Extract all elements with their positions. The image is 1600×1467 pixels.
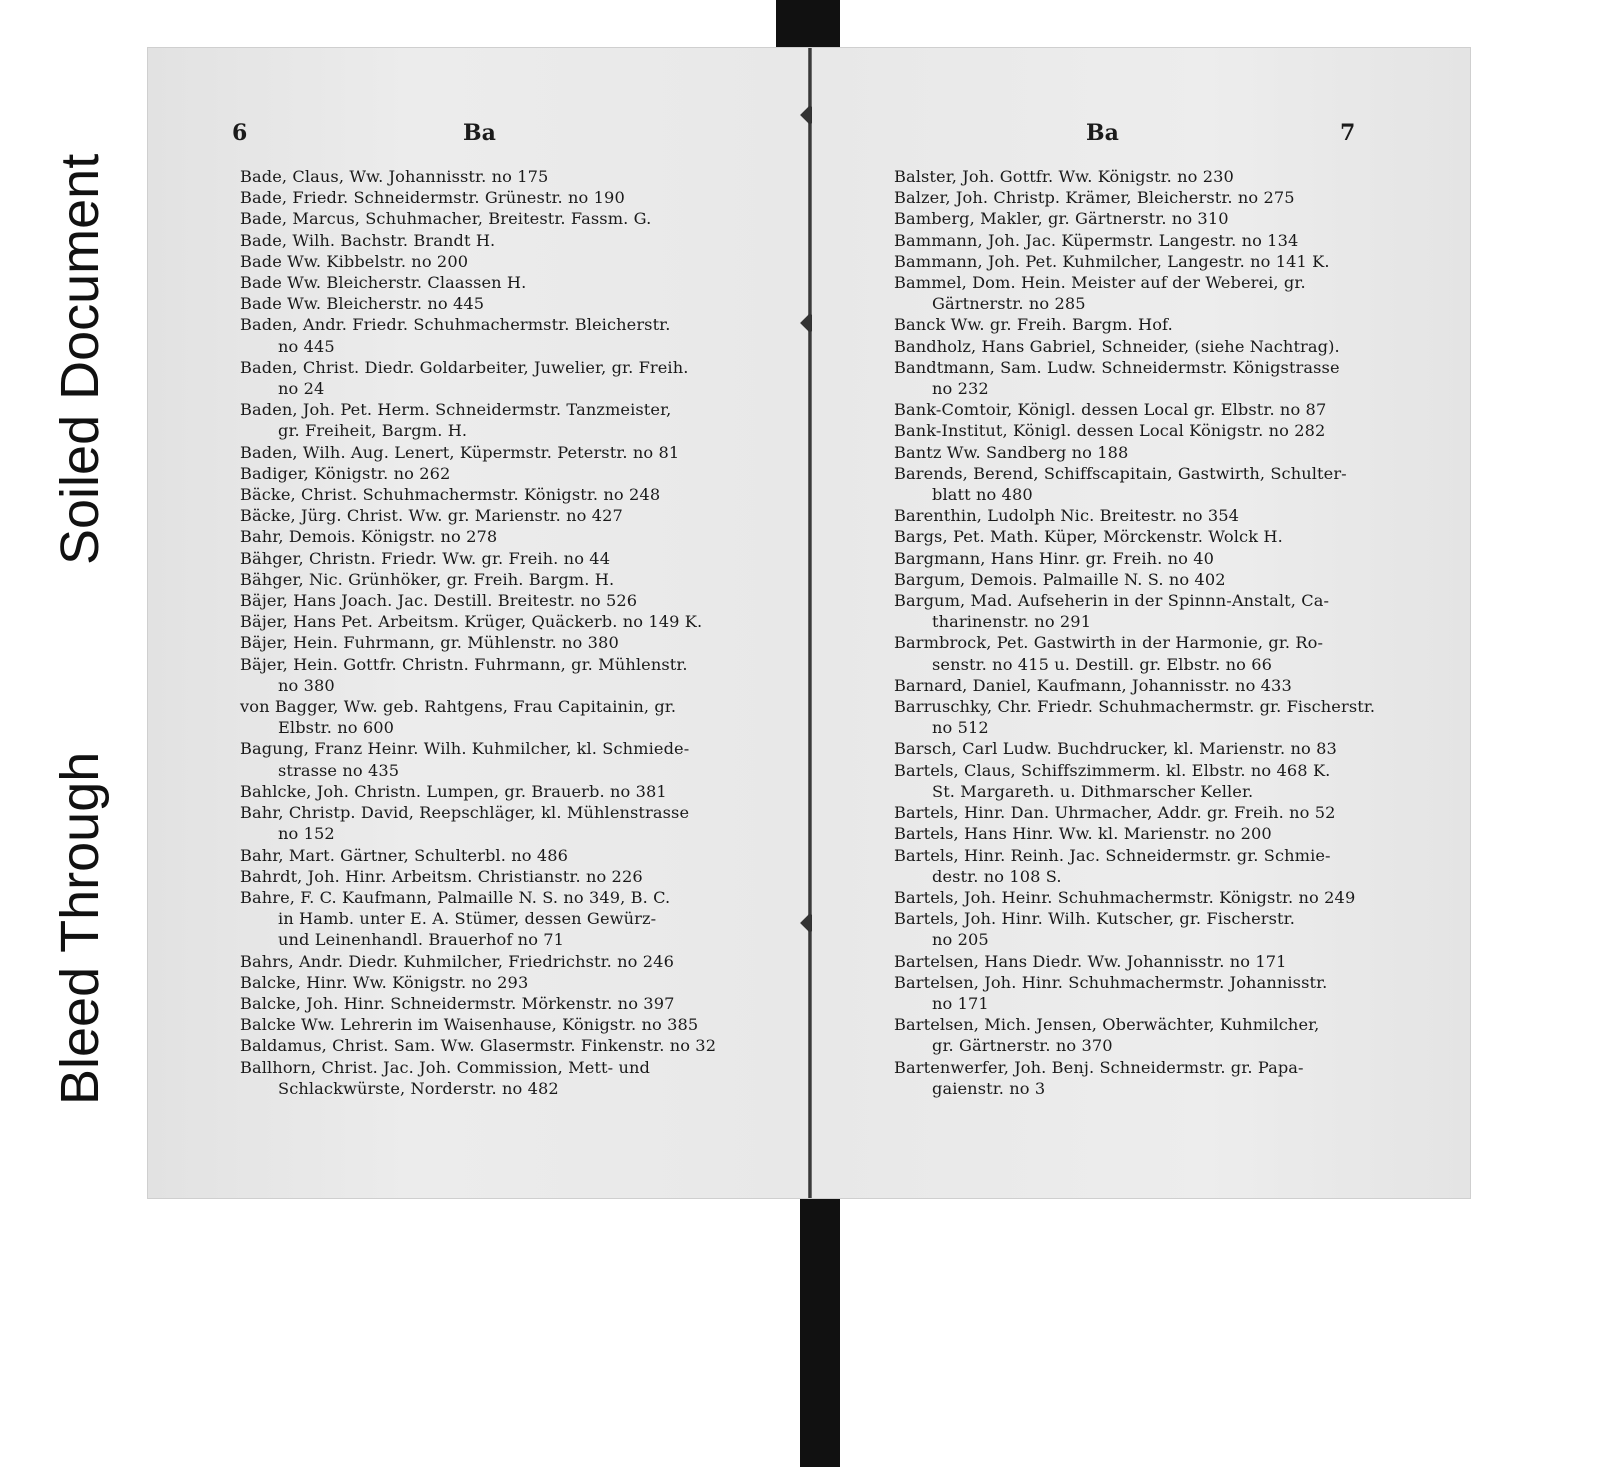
entry-line: Barends, Berend, Schiffscapitain, Gastwirth, Schulter- (894, 463, 1347, 483)
entry-line: Bartelsen, Joh. Hinr. Schuhmachermstr. Johannisstr. (894, 972, 1328, 992)
directory-entry (240, 357, 800, 399)
left-page (148, 48, 808, 1198)
binding-strip-bottom (800, 1195, 840, 1467)
directory-entry (894, 1014, 1454, 1056)
entry-continuation: und Leinenhandl. Brauerhof no 71 (278, 930, 565, 950)
directory-entry (240, 972, 800, 993)
entry-line: Bahr, Mart. Gärtner, Schulterbl. no 486 (240, 845, 569, 865)
entry-line: Bäjer, Hans Pet. Arbeitsm. Krüger, Quäckerb. no 149 K. (240, 612, 703, 632)
directory-entry (894, 696, 1454, 738)
entry-line: Bade Ww. Bleicherstr. Claassen H. (240, 273, 527, 293)
entry-line: Bade, Claus, Ww. Johannisstr. no 175 (240, 167, 549, 186)
entry-line: Badiger, Königstr. no 262 (240, 463, 451, 483)
entry-line: Bartels, Hinr. Dan. Uhrmacher, Addr. gr. Freih. no 52 (894, 803, 1336, 823)
directory-entry (894, 230, 1454, 251)
directory-entry (240, 251, 800, 272)
entry-continuation: gr. Freiheit, Bargm. H. (278, 421, 468, 441)
entry-line: Bahrs, Andr. Diedr. Kuhmilcher, Friedrichstr. no 246 (240, 951, 674, 971)
entry-continuation: gaienstr. no 3 (932, 1078, 1046, 1098)
directory-entry (894, 972, 1454, 1014)
directory-entry (894, 802, 1454, 823)
directory-entry (894, 632, 1454, 674)
directory-entry (240, 569, 800, 590)
directory-entry (894, 1057, 1454, 1099)
entry-line: Bade, Friedr. Schneidermstr. Grünestr. no 190 (240, 188, 625, 208)
left-page-heading: Ba (463, 120, 496, 146)
open-book-spread (148, 48, 1470, 1198)
entry-line: Bagung, Franz Heinr. Wilh. Kuhmilcher, kl. Schmiede- (240, 739, 690, 759)
entry-continuation: strasse no 435 (278, 760, 400, 780)
directory-entry (894, 251, 1454, 272)
entry-line: Barruschky, Chr. Friedr. Schuhmachermstr. gr. Fischerstr. (894, 697, 1376, 717)
directory-entry (240, 993, 800, 1014)
entry-continuation: Elbstr. no 600 (278, 718, 395, 738)
directory-entry (894, 548, 1454, 569)
entry-line: Baden, Andr. Friedr. Schuhmachermstr. Bleicherstr. (240, 315, 671, 335)
directory-entry (894, 166, 1454, 187)
directory-entry (894, 357, 1454, 399)
entry-continuation: Gärtnerstr. no 285 (932, 294, 1086, 314)
directory-entry (240, 208, 800, 229)
entry-continuation: St. Margareth. u. Dithmarscher Keller. (932, 781, 1254, 801)
right-page (812, 48, 1470, 1198)
directory-entry (894, 908, 1454, 950)
directory-entry (894, 951, 1454, 972)
entry-line: Bargmann, Hans Hinr. gr. Freih. no 40 (894, 548, 1215, 568)
directory-entry (240, 463, 800, 484)
left-entry-list (240, 166, 800, 1099)
entry-line: Bade, Marcus, Schuhmacher, Breitestr. Fassm. G. (240, 209, 652, 229)
entry-line: Bahlcke, Joh. Christn. Lumpen, gr. Brauerb. no 381 (240, 781, 667, 801)
entry-continuation: in Hamb. unter E. A. Stümer, dessen Gewürz- (278, 909, 657, 929)
directory-entry (240, 548, 800, 569)
directory-entry (240, 781, 800, 802)
entry-line: Bahrdt, Joh. Hinr. Arbeitsm. Christianstr. no 226 (240, 866, 643, 886)
entry-continuation: no 232 (932, 379, 989, 399)
directory-entry (240, 166, 800, 187)
entry-continuation: no 445 (278, 336, 335, 356)
entry-line: Bartels, Joh. Hinr. Wilh. Kutscher, gr. Fischerstr. (894, 909, 1295, 929)
entry-line: Bargum, Demois. Palmaille N. S. no 402 (894, 569, 1226, 589)
directory-entry (240, 654, 800, 696)
directory-entry (240, 951, 800, 972)
entry-line: Baden, Christ. Diedr. Goldarbeiter, Juwelier, gr. Freih. (240, 357, 689, 377)
entry-continuation: no 171 (932, 993, 989, 1013)
directory-entry (894, 442, 1454, 463)
directory-entry (240, 1014, 800, 1035)
directory-entry (240, 442, 800, 463)
entry-line: Bartels, Claus, Schiffszimmerm. kl. Elbstr. no 468 K. (894, 760, 1331, 780)
entry-line: Bank-Comtoir, Königl. dessen Local gr. Elbstr. no 87 (894, 400, 1327, 420)
directory-entry (240, 845, 800, 866)
entry-line: Baldamus, Christ. Sam. Ww. Glasermstr. Finkenstr. no 32 (240, 1036, 717, 1056)
label-bleed-through: Bleed Through (50, 751, 110, 1105)
entry-continuation: no 380 (278, 675, 335, 695)
directory-entry (894, 336, 1454, 357)
entry-line: Balzer, Joh. Christp. Krämer, Bleicherstr. no 275 (894, 188, 1295, 208)
label-soiled-document: Soiled Document (50, 153, 110, 565)
entry-continuation: no 512 (932, 718, 989, 738)
entry-line: Bammel, Dom. Hein. Meister auf der Weberei, gr. (894, 273, 1306, 293)
directory-entry (894, 420, 1454, 441)
directory-entry (240, 505, 800, 526)
right-page-heading: Ba (1086, 120, 1119, 146)
right-page-number: 7 (1340, 120, 1356, 146)
directory-entry (894, 526, 1454, 547)
directory-entry (240, 484, 800, 505)
directory-entry (240, 230, 800, 251)
entry-continuation: Schlackwürste, Norderstr. no 482 (278, 1078, 559, 1098)
entry-line: Balster, Joh. Gottfr. Ww. Königstr. no 230 (894, 167, 1234, 186)
binding-strip-top (776, 0, 840, 54)
entry-line: Bartels, Hinr. Reinh. Jac. Schneidermstr. gr. Schmie- (894, 845, 1331, 865)
entry-continuation: no 152 (278, 824, 335, 844)
directory-entry (240, 802, 800, 844)
entry-line: Bank-Institut, Königl. dessen Local Königstr. no 282 (894, 421, 1326, 441)
directory-entry (894, 272, 1454, 314)
entry-line: Balcke Ww. Lehrerin im Waisenhause, Königstr. no 385 (240, 1015, 699, 1035)
entry-line: Bartelsen, Hans Diedr. Ww. Johannisstr. no 171 (894, 951, 1287, 971)
directory-entry (240, 526, 800, 547)
entry-line: Barenthin, Ludolph Nic. Breitestr. no 354 (894, 506, 1240, 526)
entry-line: Ballhorn, Christ. Jac. Joh. Commission, Mett- und (240, 1057, 650, 1077)
directory-entry (240, 696, 800, 738)
entry-line: Baden, Joh. Pet. Herm. Schneidermstr. Tanzmeister, (240, 400, 672, 420)
entry-line: Bäjer, Hein. Gottfr. Christn. Fuhrmann, gr. Mühlenstr. (240, 654, 688, 674)
directory-entry (240, 590, 800, 611)
entry-line: Bäjer, Hans Joach. Jac. Destill. Breitestr. no 526 (240, 591, 638, 611)
right-entry-list (894, 166, 1454, 1099)
entry-continuation: blatt no 480 (932, 485, 1033, 505)
entry-continuation: no 24 (278, 379, 325, 399)
entry-continuation: destr. no 108 S. (932, 866, 1062, 886)
directory-entry (894, 399, 1454, 420)
entry-line: Bartelsen, Mich. Jensen, Oberwächter, Kuhmilcher, (894, 1015, 1320, 1035)
entry-line: Bargum, Mad. Aufseherin in der Spinnn-Anstalt, Ca- (894, 591, 1330, 611)
entry-line: Bargs, Pet. Math. Küper, Mörckenstr. Wolck H. (894, 527, 1283, 547)
entry-line: Banck Ww. gr. Freih. Bargm. Hof. (894, 315, 1173, 335)
entry-line: Bahr, Christp. David, Reepschläger, kl. Mühlenstrasse (240, 803, 690, 823)
entry-line: Bantz Ww. Sandberg no 188 (894, 442, 1129, 462)
entry-line: Bäcke, Jürg. Christ. Ww. gr. Marienstr. no 427 (240, 506, 623, 526)
entry-line: Bandholz, Hans Gabriel, Schneider, (siehe Nachtrag). (894, 336, 1340, 356)
directory-entry (894, 187, 1454, 208)
entry-line: Bade Ww. Kibbelstr. no 200 (240, 251, 469, 271)
directory-entry (894, 590, 1454, 632)
entry-line: Balcke, Joh. Hinr. Schneidermstr. Mörkenstr. no 397 (240, 993, 675, 1013)
entry-continuation: gr. Gärtnerstr. no 370 (932, 1036, 1113, 1056)
entry-line: Bamberg, Makler, gr. Gärtnerstr. no 310 (894, 209, 1229, 229)
directory-entry (894, 823, 1454, 844)
directory-entry (240, 293, 800, 314)
entry-line: von Bagger, Ww. geb. Rahtgens, Frau Capitainin, gr. (240, 697, 677, 717)
entry-continuation: tharinenstr. no 291 (932, 612, 1092, 632)
entry-line: Bartels, Hans Hinr. Ww. kl. Marienstr. no 200 (894, 824, 1272, 844)
entry-line: Bähger, Nic. Grünhöker, gr. Freih. Bargm. H. (240, 569, 615, 589)
left-page-number: 6 (232, 120, 248, 146)
entry-line: Bammann, Joh. Pet. Kuhmilcher, Langestr. no 141 K. (894, 251, 1330, 271)
directory-entry (240, 738, 800, 780)
directory-entry (240, 887, 800, 951)
directory-entry (894, 738, 1454, 759)
directory-entry (894, 569, 1454, 590)
entry-line: Bartels, Joh. Heinr. Schuhmachermstr. Königstr. no 249 (894, 887, 1356, 907)
directory-entry (240, 1057, 800, 1099)
entry-line: Bäjer, Hein. Fuhrmann, gr. Mühlenstr. no 380 (240, 633, 619, 653)
directory-entry (894, 505, 1454, 526)
entry-line: Bäcke, Christ. Schuhmachermstr. Königstr. no 248 (240, 485, 661, 505)
directory-entry (240, 632, 800, 653)
directory-entry (240, 611, 800, 632)
directory-entry (240, 314, 800, 356)
entry-line: Bammann, Joh. Jac. Küpermstr. Langestr. no 134 (894, 230, 1299, 250)
entry-line: Bandtmann, Sam. Ludw. Schneidermstr. Königstrasse (894, 357, 1340, 377)
directory-entry (894, 845, 1454, 887)
entry-line: Bade, Wilh. Bachstr. Brandt H. (240, 230, 496, 250)
entry-line: Baden, Wilh. Aug. Lenert, Küpermstr. Peterstr. no 81 (240, 442, 680, 462)
entry-line: Balcke, Hinr. Ww. Königstr. no 293 (240, 972, 529, 992)
entry-continuation: no 205 (932, 930, 989, 950)
entry-line: Bade Ww. Bleicherstr. no 445 (240, 294, 485, 314)
directory-entry (894, 314, 1454, 335)
entry-line: Bähger, Christn. Friedr. Ww. gr. Freih. no 44 (240, 548, 611, 568)
entry-line: Bartenwerfer, Joh. Benj. Schneidermstr. gr. Papa- (894, 1057, 1304, 1077)
directory-entry (894, 675, 1454, 696)
directory-entry (240, 1035, 800, 1056)
directory-entry (894, 887, 1454, 908)
directory-entry (894, 208, 1454, 229)
directory-entry (894, 760, 1454, 802)
directory-entry (240, 272, 800, 293)
entry-line: Barsch, Carl Ludw. Buchdrucker, kl. Marienstr. no 83 (894, 739, 1337, 759)
bleed-through-soiled-label (40, 85, 120, 1105)
directory-entry (240, 399, 800, 441)
entry-continuation: senstr. no 415 u. Destill. gr. Elbstr. no 66 (932, 654, 1272, 674)
directory-entry (240, 187, 800, 208)
entry-line: Bahr, Demois. Königstr. no 278 (240, 527, 498, 547)
entry-line: Bahre, F. C. Kaufmann, Palmaille N. S. no 349, B. C. (240, 887, 671, 907)
directory-entry (894, 463, 1454, 505)
entry-line: Barnard, Daniel, Kaufmann, Johannisstr. no 433 (894, 675, 1292, 695)
entry-line: Barmbrock, Pet. Gastwirth in der Harmonie, gr. Ro- (894, 633, 1324, 653)
directory-entry (240, 866, 800, 887)
